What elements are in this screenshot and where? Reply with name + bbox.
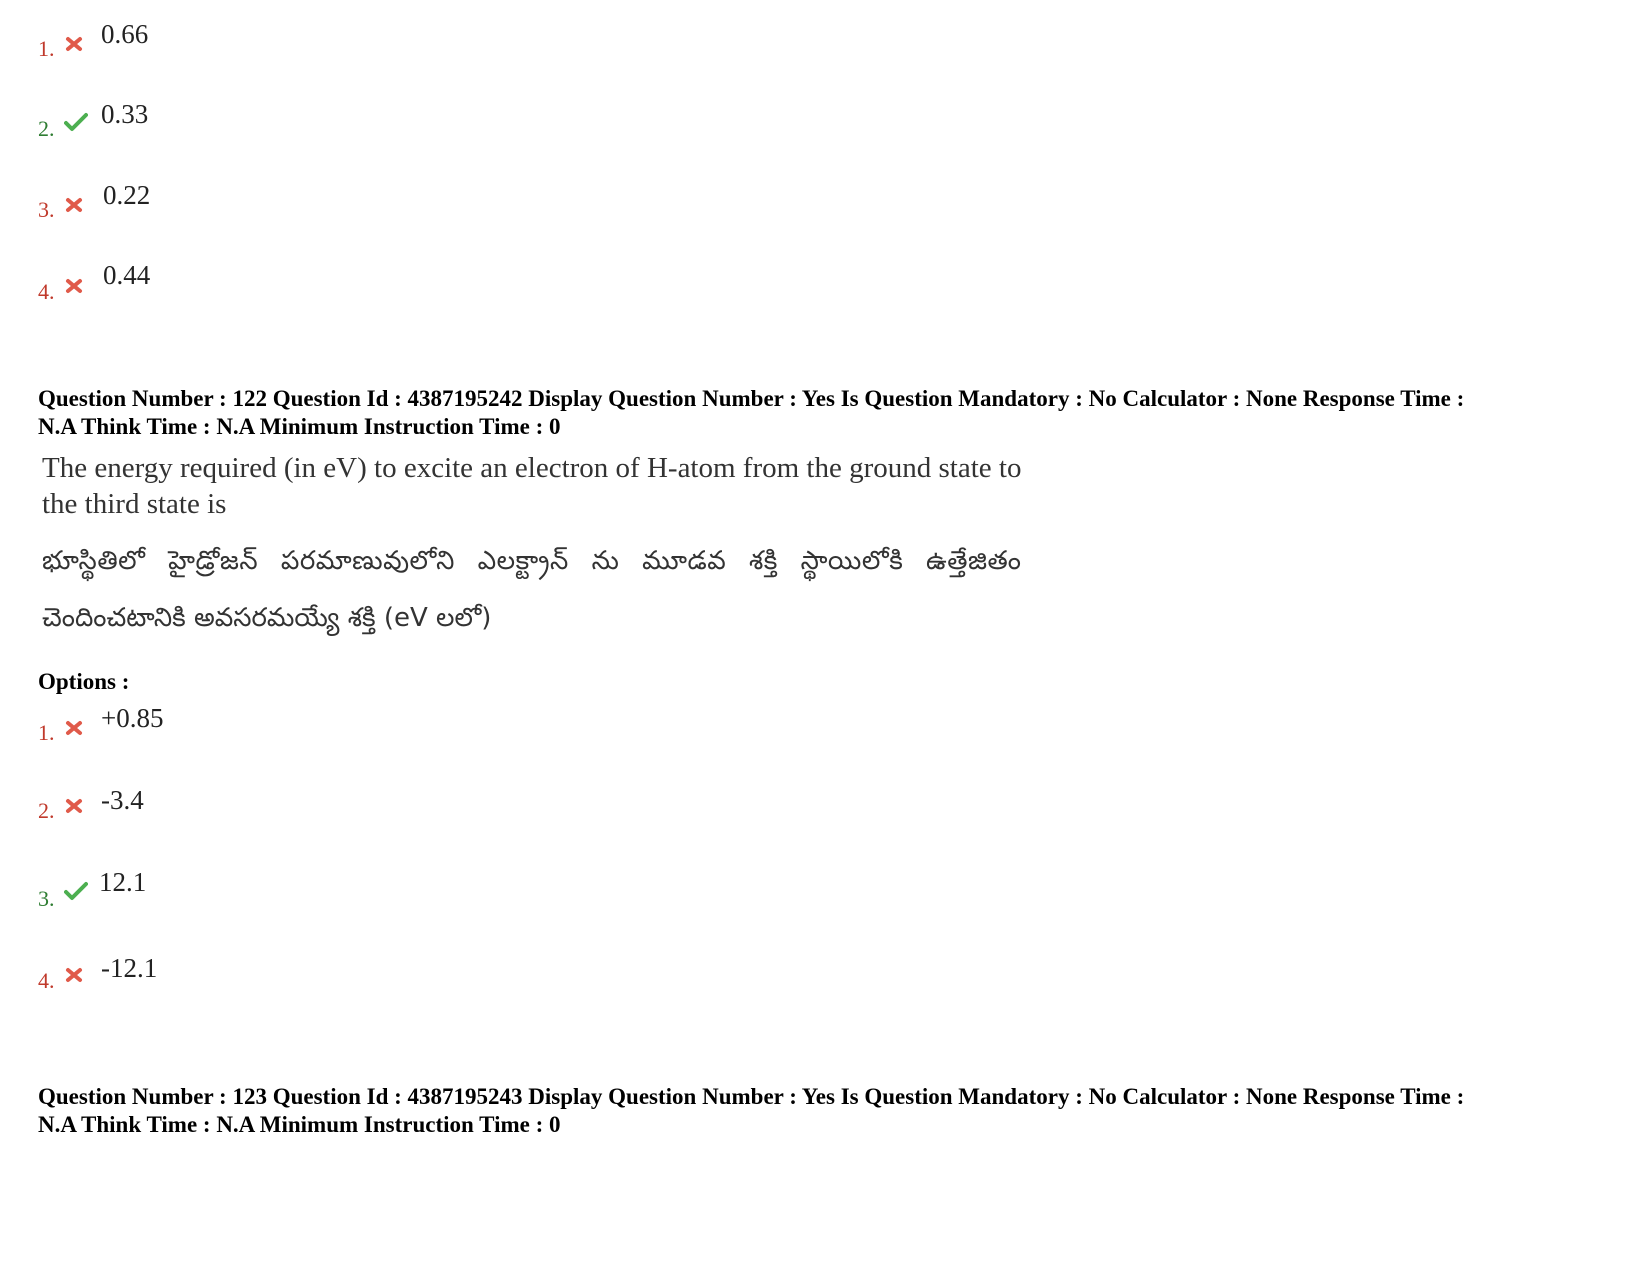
option-value: +0.85 bbox=[101, 703, 164, 733]
cross-icon bbox=[64, 276, 84, 296]
cross-icon bbox=[64, 195, 84, 215]
option-number: 1. bbox=[38, 720, 55, 745]
options-label: Options : bbox=[38, 669, 130, 694]
option-number: 1. bbox=[38, 36, 55, 61]
option-value: -12.1 bbox=[101, 953, 158, 983]
question-text-line: the third state is bbox=[42, 488, 227, 520]
option-number: 3. bbox=[38, 197, 55, 222]
question-text-line: The energy required (in eV) to excite an electron of H-atom from the ground state to bbox=[42, 452, 1022, 484]
option-value: 0.66 bbox=[101, 19, 149, 49]
question-text-telugu: చెందించటానికి అవసరమయ్యే శక్తి (eV లలో) bbox=[42, 603, 492, 633]
check-icon bbox=[64, 112, 88, 132]
option-value: 0.33 bbox=[101, 99, 149, 129]
option-value: 0.44 bbox=[103, 260, 151, 290]
option-number: 3. bbox=[38, 886, 55, 911]
check-icon bbox=[64, 881, 88, 901]
option-number: 4. bbox=[38, 279, 55, 304]
question-meta-line: N.A Think Time : N.A Minimum Instruction Time : 0 bbox=[38, 1112, 561, 1137]
cross-icon bbox=[64, 718, 84, 738]
question-meta bbox=[38, 385, 1618, 441]
cross-icon bbox=[64, 34, 84, 54]
option-value: 0.22 bbox=[103, 180, 151, 210]
question-meta bbox=[38, 1083, 1618, 1139]
question-meta-line: N.A Think Time : N.A Minimum Instruction Time : 0 bbox=[38, 414, 561, 439]
question-meta-line: Question Number : 123 Question Id : 4387195243 Display Question Number : Yes Is Question Mandatory : No Calculator : None Response Time : bbox=[38, 1084, 1465, 1109]
cross-icon bbox=[64, 796, 84, 816]
option-value: -3.4 bbox=[101, 785, 144, 815]
cross-icon bbox=[64, 965, 84, 985]
question-meta-line: Question Number : 122 Question Id : 4387195242 Display Question Number : Yes Is Question Mandatory : No Calculator : None Response Time : bbox=[38, 386, 1465, 411]
option-number: 2. bbox=[38, 116, 55, 141]
option-value: 12.1 bbox=[99, 867, 147, 897]
question-text-english bbox=[42, 450, 1142, 522]
option-number: 2. bbox=[38, 798, 55, 823]
option-number: 4. bbox=[38, 968, 55, 993]
question-text-telugu: భూస్థితిలో హైడ్రోజన్ పరమాణువులోని ఎలక్ట్రాన్ ను మూడవ శక్తి స్థాయిలోకి ఉత్తేజితం bbox=[42, 546, 1022, 576]
